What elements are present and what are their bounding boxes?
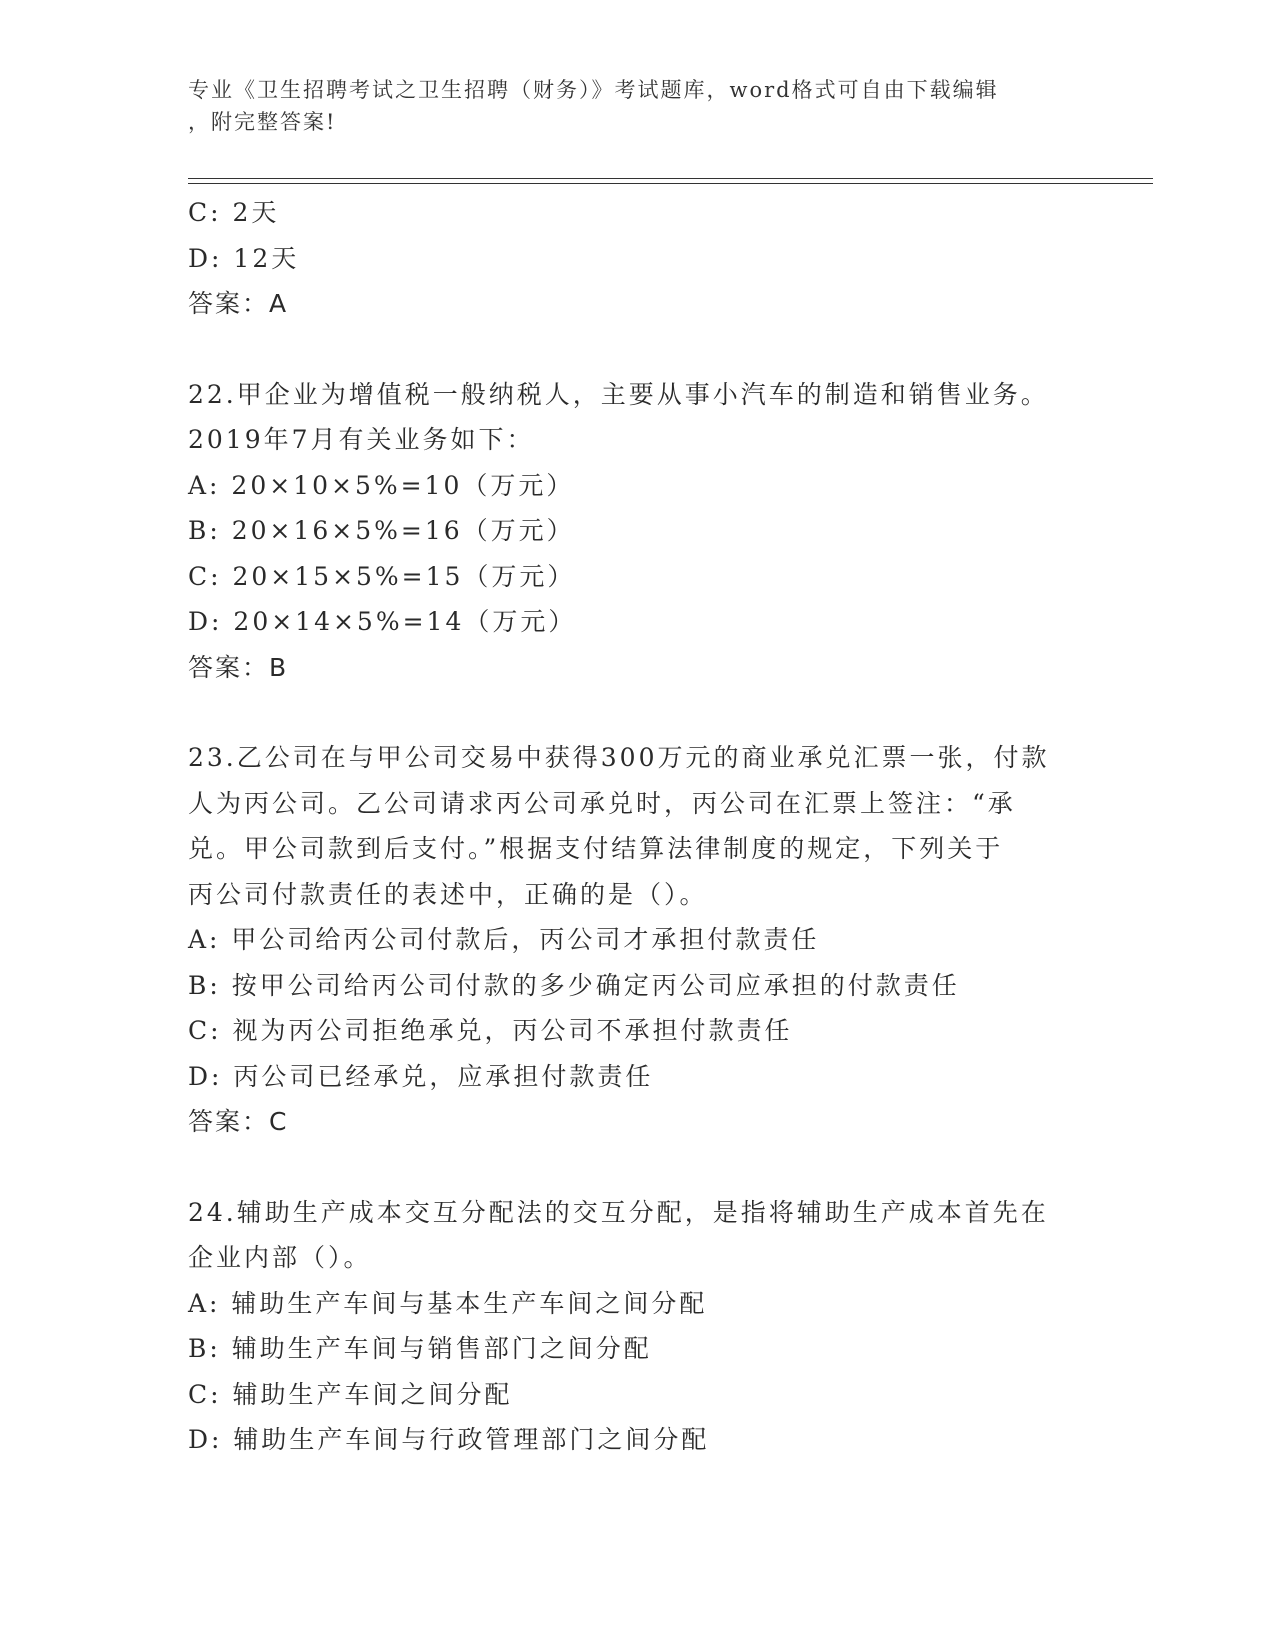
question-22 — [188, 372, 1088, 691]
question-stem-line: 兑。甲公司款到后支付。”根据支付结算法律制度的规定，下列关于 — [188, 834, 1004, 863]
question-stem-line: 24.辅助生产成本交互分配法的交互分配，是指将辅助生产成本首先在 — [188, 1197, 1049, 1227]
answer: 答案：A — [188, 289, 289, 318]
document-header — [188, 74, 1088, 138]
option-d: D: 20×14×5%=14（万元） — [188, 607, 577, 636]
answer: 答案：B — [188, 652, 289, 682]
option-a: A: 辅助生产车间与基本生产车间之间分配 — [188, 1288, 708, 1318]
question-stem-line: 2019年7月有关业务如下： — [188, 425, 535, 454]
answer: 答案：C — [188, 1107, 289, 1136]
option-c: C: 20×15×5%=15（万元） — [188, 561, 576, 591]
question-content — [188, 190, 1088, 1463]
question-stem-line: 丙公司付款责任的表述中，正确的是（）。 — [188, 879, 708, 909]
header-line-1: 专业《卫生招聘考试之卫生招聘（财务）》考试题库，word格式可自由下载编辑 — [188, 78, 999, 102]
option-c: C: 视为丙公司拒绝承兑，丙公司不承担付款责任 — [188, 1016, 793, 1045]
option-a: A: 20×10×5%=10（万元） — [188, 470, 575, 500]
question-stem-line: 人为丙公司。乙公司请求丙公司承兑时，丙公司在汇票上签注：“承 — [188, 788, 1016, 818]
option-b: B: 20×16×5%=16（万元） — [188, 516, 575, 545]
option-c: C: 辅助生产车间之间分配 — [188, 1379, 513, 1409]
question-stem-line: 23.乙公司在与甲公司交易中获得300万元的商业承兑汇票一张，付款 — [188, 743, 1050, 772]
question-21-tail — [188, 190, 1088, 327]
option-a: A: 甲公司给丙公司付款后，丙公司才承担付款责任 — [188, 925, 820, 954]
option-d: D: 丙公司已经承兑，应承担付款责任 — [188, 1061, 654, 1091]
question-23 — [188, 735, 1088, 1145]
question-24 — [188, 1190, 1088, 1463]
header-rule-top — [188, 178, 1153, 179]
option-d: D: 12天 — [188, 243, 300, 273]
header-line-2: ，附完整答案! — [188, 110, 337, 134]
option-b: B: 辅助生产车间与销售部门之间分配 — [188, 1334, 652, 1363]
option-b: B: 按甲公司给丙公司付款的多少确定丙公司应承担的付款责任 — [188, 970, 960, 1000]
question-stem-line: 企业内部（）。 — [188, 1243, 372, 1272]
question-stem-line: 22.甲企业为增值税一般纳税人，主要从事小汽车的制造和销售业务。 — [188, 379, 1049, 409]
option-c: C: 2天 — [188, 198, 280, 227]
option-d: D: 辅助生产车间与行政管理部门之间分配 — [188, 1425, 710, 1454]
header-rule-bottom — [188, 183, 1153, 184]
